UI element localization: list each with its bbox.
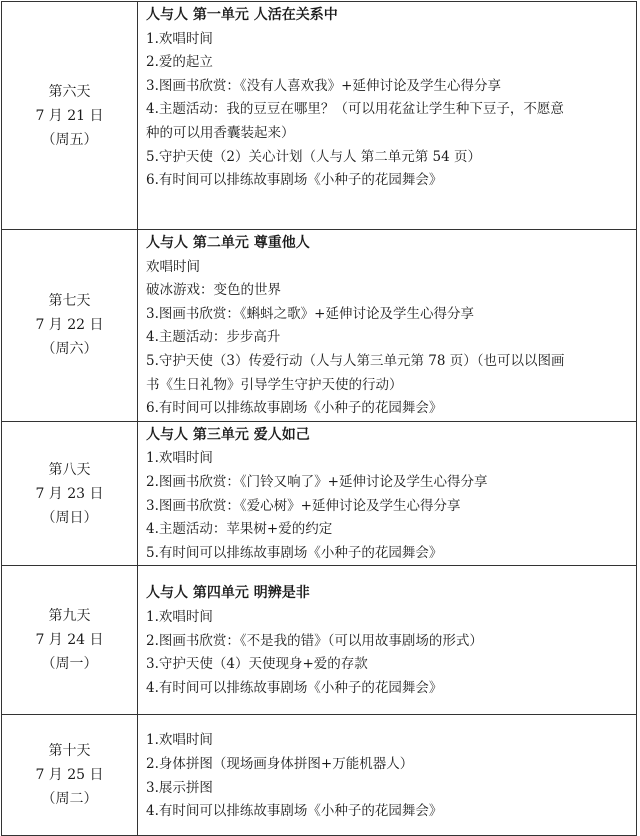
activity-line: 5.守护天使（3）传爱行动（人与人第三单元第 78 页）（也可以以图画 (146, 352, 565, 369)
activity-line: 6.有时间可以排练故事剧场《小种子的花园舞会》 (146, 400, 443, 417)
weekday-label: （周五） (41, 131, 98, 148)
activity-line: 3.展示拼图 (146, 779, 213, 796)
day-label: 第九天 (48, 608, 91, 625)
weekday-label: （周二） (41, 791, 98, 808)
weekday-label: （周日） (41, 509, 98, 526)
schedule-row (2, 715, 637, 836)
day-label: 第八天 (48, 461, 91, 478)
day-label: 第十天 (48, 743, 91, 760)
content-cell (138, 421, 637, 566)
activity-line: 6.有时间可以排练故事剧场《小种子的花园舞会》 (146, 172, 443, 189)
unit-title: 人与人 第一单元 人活在关系中 (146, 7, 338, 23)
activity-line: 种的可以用香囊装起来） (146, 124, 295, 141)
activity-line: 1.欢唱时间 (146, 608, 213, 625)
day-cell (2, 421, 138, 566)
activity-line: 1.欢唱时间 (146, 732, 213, 749)
content-cell (138, 566, 637, 715)
activity-line: 4.有时间可以排练故事剧场《小种子的花园舞会》 (146, 679, 443, 696)
date-label: 7 月 23 日 (35, 485, 104, 502)
day-label: 第七天 (48, 293, 91, 310)
day-cell (2, 566, 138, 715)
activity-line: 欢唱时间 (146, 258, 200, 275)
day-cell (2, 715, 138, 836)
date-label: 7 月 22 日 (35, 317, 104, 334)
content-cell (138, 2, 637, 230)
content-cell (138, 715, 637, 836)
activity-line: 3.图画书欣赏：《没有人喜欢我》+延伸讨论及学生心得分享 (146, 77, 501, 94)
activity-line: 1.欢唱时间 (146, 450, 213, 467)
activity-line: 4.主题活动：苹果树+爱的约定 (146, 521, 333, 538)
schedule-row (2, 566, 637, 715)
activity-line: 2.身体拼图（现场画身体拼图+万能机器人） (146, 755, 414, 772)
day-label: 第六天 (48, 83, 91, 100)
activity-line: 5.有时间可以排练故事剧场《小种子的花园舞会》 (146, 544, 443, 561)
date-label: 7 月 21 日 (35, 107, 104, 124)
schedule-row (2, 421, 637, 566)
activity-line: 书《生日礼物》引导学生守护天使的行动） (146, 376, 403, 393)
schedule-table (1, 1, 637, 836)
unit-title: 人与人 第三单元 爱人如己 (146, 426, 310, 443)
activity-line: 5.守护天使（2）关心计划（人与人 第二单元第 54 页） (146, 148, 482, 165)
activity-line: 2.图画书欣赏：《门铃又响了》+延伸讨论及学生心得分享 (146, 473, 488, 490)
date-label: 7 月 24 日 (35, 632, 104, 649)
activity-line: 1.欢唱时间 (146, 30, 213, 47)
activity-line: 破冰游戏：变色的世界 (146, 282, 281, 299)
unit-title: 人与人 第二单元 尊重他人 (146, 235, 310, 251)
weekday-label: （周一） (41, 656, 98, 673)
unit-title: 人与人 第四单元 明辨是非 (146, 585, 310, 602)
date-label: 7 月 25 日 (35, 767, 104, 784)
activity-line: 2.爱的起立 (146, 54, 213, 71)
activity-line: 2.图画书欣赏：《不是我的错》（可以用故事剧场的形式） (146, 632, 483, 649)
schedule-row (2, 2, 637, 230)
activity-line: 3.图画书欣赏：《蝌蚪之歌》+延伸讨论及学生心得分享 (146, 305, 474, 322)
activity-line: 3.图画书欣赏：《爱心树》+延伸讨论及学生心得分享 (146, 497, 461, 514)
schedule-row (2, 230, 637, 422)
content-cell (138, 230, 637, 422)
weekday-label: （周六） (41, 341, 98, 358)
day-cell (2, 230, 138, 422)
activity-line: 4.主题活动：我的豆豆在哪里？（可以用花盆让学生种下豆子，不愿意 (146, 101, 564, 118)
activity-line: 3.守护天使（4）天使现身+爱的存款 (146, 656, 368, 673)
activity-line: 4.有时间可以排练故事剧场《小种子的花园舞会》 (146, 803, 443, 820)
day-cell (2, 2, 138, 230)
activity-line: 4.主题活动：步步高升 (146, 329, 281, 346)
